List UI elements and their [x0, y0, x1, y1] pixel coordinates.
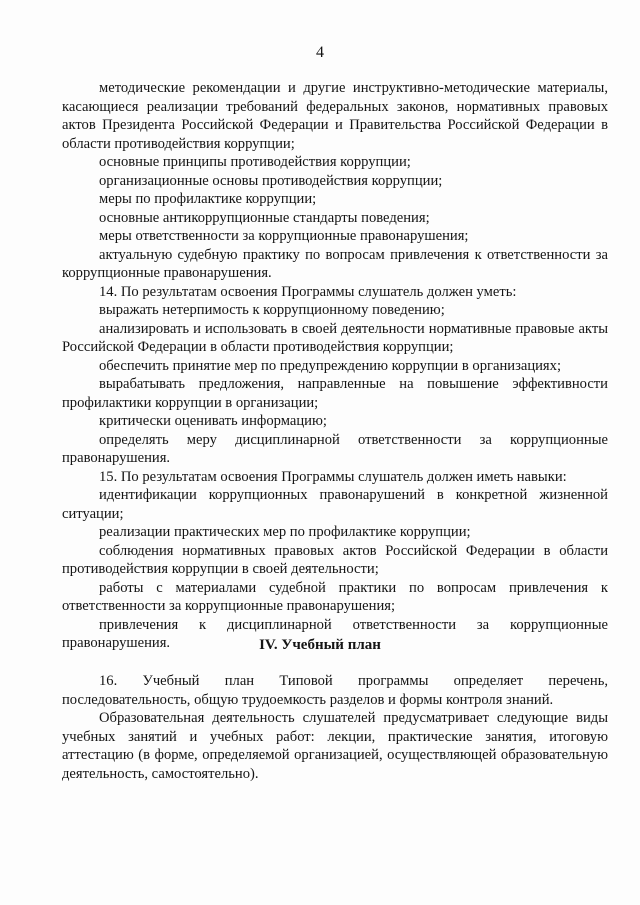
- paragraph: 15. По результатам освоения Программы слушатель должен иметь навыки:: [99, 468, 567, 485]
- paragraph: выражать нетерпимость к коррупционному поведению;: [99, 302, 445, 318]
- paragraph: реализации практических мер по профилактике коррупции;: [99, 524, 471, 540]
- paragraph: организационные основы противодействия коррупции;: [99, 172, 443, 189]
- body-text: [62, 79, 608, 653]
- paragraph: идентификации коррупционных правонарушений в конкретной жизненной ситуации;: [62, 487, 608, 522]
- paragraph: 16. Учебный план Типовой программы определяет перечень, последовательность, общую трудоемкость разделов и формы контроля знаний.: [62, 673, 608, 708]
- paragraph: основные антикоррупционные стандарты поведения;: [99, 209, 430, 226]
- paragraph: методические рекомендации и другие инструктивно-методические материалы, касающиеся реализации требований федеральных законов, нормативных правовых актов Президента Российской Федерации и Правительства Российской Федерации в области противодействия коррупции;: [62, 80, 608, 152]
- paragraph: соблюдения нормативных правовых актов Российской Федерации в области противодействия коррупции в своей деятельности;: [62, 542, 608, 577]
- paragraph: вырабатывать предложения, направленные на повышение эффективности профилактики коррупции в организации;: [62, 376, 608, 411]
- paragraph: меры ответственности за коррупционные правонарушения;: [99, 228, 469, 244]
- paragraph: актуальную судебную практику по вопросам привлечения к ответственности за коррупционные правонарушения.: [62, 246, 608, 281]
- paragraph: обеспечить принятие мер по предупреждению коррупции в организациях;: [99, 357, 561, 374]
- paragraph: работы с материалами судебной практики по вопросам привлечения к ответственности за коррупционные правонарушения;: [62, 579, 608, 614]
- section-heading: IV. Учебный план: [259, 637, 381, 653]
- paragraph: привлечения к дисциплинарной ответственности за коррупционные правонарушения.: [62, 616, 608, 651]
- paragraph: Образовательная деятельность слушателей предусматривает следующие виды учебных занятий и учебных работ: лекции, практические занятия, итоговую аттестацию (в форме, определяемой организацией, осуществляющей образовательную деятельность, самостоятельно).: [62, 710, 608, 782]
- page-number: 4: [316, 44, 324, 61]
- paragraph: критически оценивать информацию;: [99, 413, 327, 429]
- body-text-section-4: [62, 672, 608, 783]
- paragraph: меры по профилактике коррупции;: [99, 191, 317, 207]
- paragraph: 14. По результатам освоения Программы слушатель должен уметь:: [99, 283, 517, 300]
- paragraph: определять меру дисциплинарной ответственности за коррупционные правонарушения.: [62, 431, 608, 466]
- paragraph: основные принципы противодействия коррупции;: [99, 154, 411, 170]
- paragraph: анализировать и использовать в своей деятельности нормативные правовые акты Российской Федерации в области противодействия коррупции;: [62, 320, 608, 355]
